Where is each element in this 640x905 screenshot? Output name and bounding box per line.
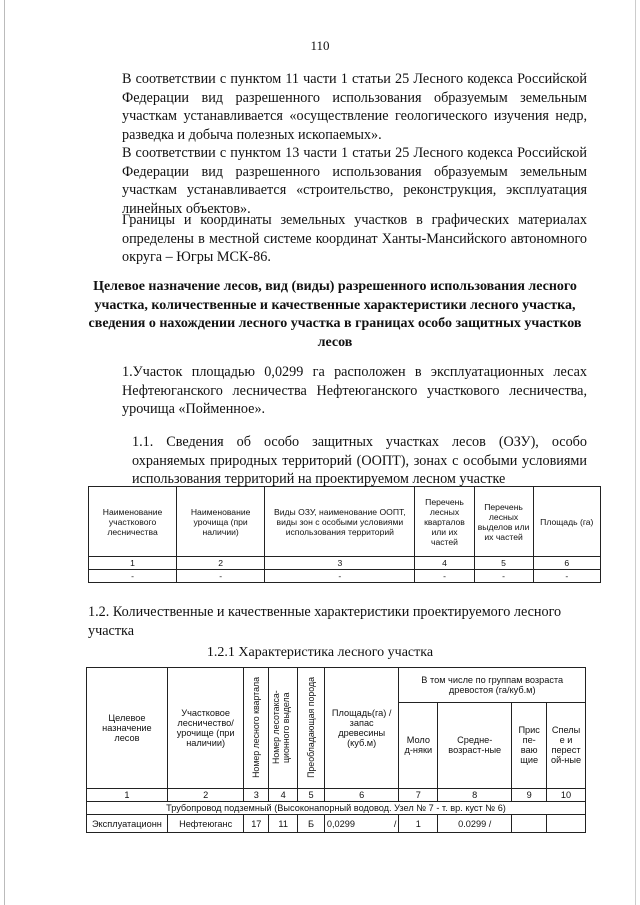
t1-cell: - bbox=[265, 570, 415, 583]
t2-h-species-text: Преобладающая порода bbox=[306, 676, 317, 778]
t1-cell: - bbox=[474, 570, 533, 583]
t1-num: 6 bbox=[533, 557, 600, 570]
t1-cell: - bbox=[533, 570, 600, 583]
t1-header: Виды ОЗУ, наименование ООПТ, виды зон с особыми условиями использования территорий bbox=[265, 487, 415, 557]
t2-h-young: Моло д-няки bbox=[399, 702, 438, 788]
table-caption: 1.2.1 Характеристика лесного участка bbox=[206, 645, 434, 660]
t2-h-species bbox=[298, 668, 325, 789]
t2-num: 8 bbox=[438, 789, 512, 802]
paragraph-1 bbox=[87, 70, 587, 144]
t2-cell bbox=[547, 815, 586, 833]
t2-num: 2 bbox=[167, 789, 244, 802]
t2-cell bbox=[512, 815, 547, 833]
t2-cell: 17 bbox=[244, 815, 269, 833]
t2-cell: Нефтеюганс bbox=[167, 815, 244, 833]
t2-cell: 11 bbox=[269, 815, 298, 833]
t2-h-plot bbox=[269, 668, 298, 789]
t2-h-premature: Прис пе-ваю щие bbox=[512, 702, 547, 788]
t2-num: 7 bbox=[399, 789, 438, 802]
t2-num: 6 bbox=[324, 789, 399, 802]
paragraph-3 bbox=[87, 211, 587, 267]
item-1-1 bbox=[87, 433, 587, 489]
characteristics-table bbox=[86, 667, 586, 833]
t1-num: 5 bbox=[474, 557, 533, 570]
t2-num: 1 bbox=[87, 789, 168, 802]
item-1 bbox=[87, 363, 587, 419]
t2-object-row: Трубопровод подземный (Высоконапорный водовод. Узел № 7 - т. вр. куст № 6) bbox=[87, 802, 586, 815]
t1-cell: - bbox=[89, 570, 177, 583]
t1-num: 3 bbox=[265, 557, 415, 570]
t1-cell: - bbox=[177, 570, 265, 583]
scan-edge-right bbox=[635, 0, 636, 905]
t1-header: Наименование урочища (при наличии) bbox=[177, 487, 265, 557]
t2-num: 10 bbox=[547, 789, 586, 802]
t1-num: 4 bbox=[415, 557, 474, 570]
item-1-1-text: 1.1. Сведения об особо защитных участках лесов (ОЗУ), особо охраняемых природных территорий (ООПТ), зонах с особыми условиями использования территорий на проектируемом лесном участке bbox=[132, 434, 587, 488]
t2-num: 9 bbox=[512, 789, 547, 802]
t2-h-quarter bbox=[244, 668, 269, 789]
section-heading: Целевое назначение лесов, вид (виды) разрешенного использования лесного участка, количественные и качественные характеристики лесного участка, сведения о нахождении лесного участка в границах особо защитных участков лесов bbox=[88, 279, 582, 350]
t2-h-quarter-text: Номер лесного квартала bbox=[251, 676, 262, 778]
paragraph-2-text: В соответствии с пунктом 13 части 1 статьи 25 Лесного кодекса Российской Федерации вид разрешенного использования образуемым земельным участкам устанавливается «строительство, реконструкция, эксплуатация линейных объектов». bbox=[122, 145, 587, 217]
paragraph-1-text: В соответствии с пунктом 11 части 1 статьи 25 Лесного кодекса Российской Федерации вид разрешенного использования образуемым земельным участкам устанавливается «осуществление геологического изучения недр, разведка и добыча полезных ископаемых». bbox=[122, 71, 587, 143]
t1-num: 2 bbox=[177, 557, 265, 570]
t2-num: 5 bbox=[298, 789, 325, 802]
t2-cell-area bbox=[324, 815, 399, 833]
t2-h-mature: Спелы е и перест ой-ные bbox=[547, 702, 586, 788]
t2-h-area: Площадь(га) / запас древесины (куб.м) bbox=[324, 668, 399, 789]
paragraph-2 bbox=[87, 144, 587, 218]
t2-h-middle: Средне-возраст-ные bbox=[438, 702, 512, 788]
t2-area-value: 0,0299 bbox=[326, 818, 355, 829]
t1-num: 1 bbox=[89, 557, 177, 570]
t1-header: Перечень лесных кварталов или их частей bbox=[415, 487, 474, 557]
page-number: 110 bbox=[310, 38, 330, 53]
item-1-text: 1.Участок площадью 0,0299 га расположен в эксплуатационных лесах Нефтеюганского лесничества Нефтеюганского участкового лесничества, урочища «Пойменное». bbox=[122, 364, 587, 418]
t2-h-district: Участковое лесничество/ урочище (при наличии) bbox=[167, 668, 244, 789]
item-1-2: 1.2. Количественные и качественные характеристики проектируемого лесного участка bbox=[88, 604, 562, 639]
t2-cell: Эксплуатационн bbox=[87, 815, 168, 833]
t2-cell: Б bbox=[298, 815, 325, 833]
t2-h-purpose: Целевое назначение лесов bbox=[87, 668, 168, 789]
t2-num: 4 bbox=[269, 789, 298, 802]
t1-header: Перечень лесных выделов или их частей bbox=[474, 487, 533, 557]
t2-num: 3 bbox=[244, 789, 269, 802]
t2-h-age-groups: В том числе по группам возраста древостоя (га/куб.м) bbox=[399, 668, 586, 703]
t1-cell: - bbox=[415, 570, 474, 583]
t2-h-plot-text: Номер лесотакса-ционного выдела bbox=[271, 690, 292, 764]
t1-header: Площадь (га) bbox=[533, 487, 600, 557]
t2-area-slash: / bbox=[393, 818, 397, 829]
t2-cell: 0.0299 / bbox=[438, 815, 512, 833]
scan-edge-left bbox=[4, 0, 5, 905]
ozu-table bbox=[88, 486, 601, 583]
t2-cell: 1 bbox=[399, 815, 438, 833]
t1-header: Наименование участкового лесничества bbox=[89, 487, 177, 557]
paragraph-3-text: Границы и координаты земельных участков в графических материалах определены в местной системе координат Ханты-Мансийского автономного округа – Югры МСК-86. bbox=[122, 212, 587, 266]
